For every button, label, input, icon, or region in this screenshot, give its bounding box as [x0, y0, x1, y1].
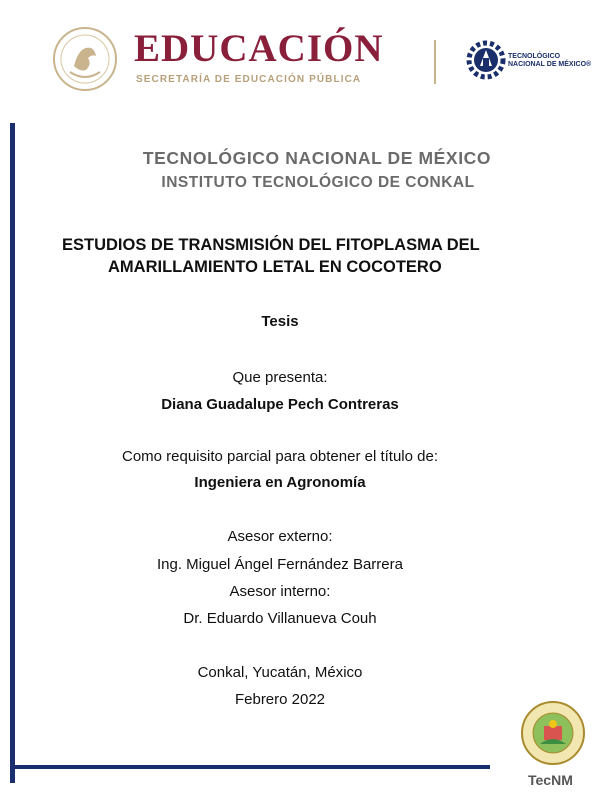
date: Febrero 2022: [234, 691, 326, 708]
degree-name: Ingeniera en Agronomía: [194, 474, 366, 491]
tecnm-gear-logo-icon: [466, 38, 506, 82]
document-type: Tesis: [261, 313, 299, 330]
tecnm-wordmark: TecNM: [528, 772, 573, 788]
internal-advisor-label: Asesor interno:: [229, 583, 331, 600]
tecnm-label: [508, 53, 598, 69]
thesis-title-line2: AMARILLAMIENTO LETAL EN COCOTERO: [108, 258, 442, 276]
presented-by-label: Que presenta:: [232, 369, 328, 386]
thesis-title-line1: ESTUDIOS DE TRANSMISIÓN DEL FITOPLASMA DEL: [62, 236, 480, 254]
requirement-label: Como requisito parcial para obtener el título de:: [121, 448, 438, 465]
internal-advisor-name: Dr. Eduardo Villanueva Couh: [183, 610, 377, 627]
tecnm-label-line1: TECNOLÓGICO: [508, 53, 561, 60]
place: Conkal, Yucatán, México: [197, 664, 363, 681]
header-divider: [434, 40, 436, 84]
external-advisor-name: Ing. Miguel Ángel Fernández Barrera: [157, 556, 403, 573]
mexico-eagle-seal-icon: [52, 26, 118, 92]
education-subtitle: SECRETARÍA DE EDUCACIÓN PÚBLICA: [136, 74, 362, 85]
institution-name: TECNOLÓGICO NACIONAL DE MÉXICO: [142, 148, 492, 168]
thesis-title: [30, 234, 530, 278]
external-advisor-label: Asesor externo:: [227, 528, 333, 545]
institute-name: INSTITUTO TECNOLÓGICO DE CONKAL: [161, 174, 475, 191]
education-wordmark: EDUCACIÓN: [134, 27, 384, 70]
instituto-tecnologico-conkal-seal-icon: [520, 700, 586, 766]
author-name: Diana Guadalupe Pech Contreras: [161, 396, 399, 413]
page-header: [0, 0, 600, 110]
bottom-border-bar: [10, 765, 490, 769]
tecnm-label-line2: NACIONAL DE MÉXICO®: [508, 61, 592, 68]
